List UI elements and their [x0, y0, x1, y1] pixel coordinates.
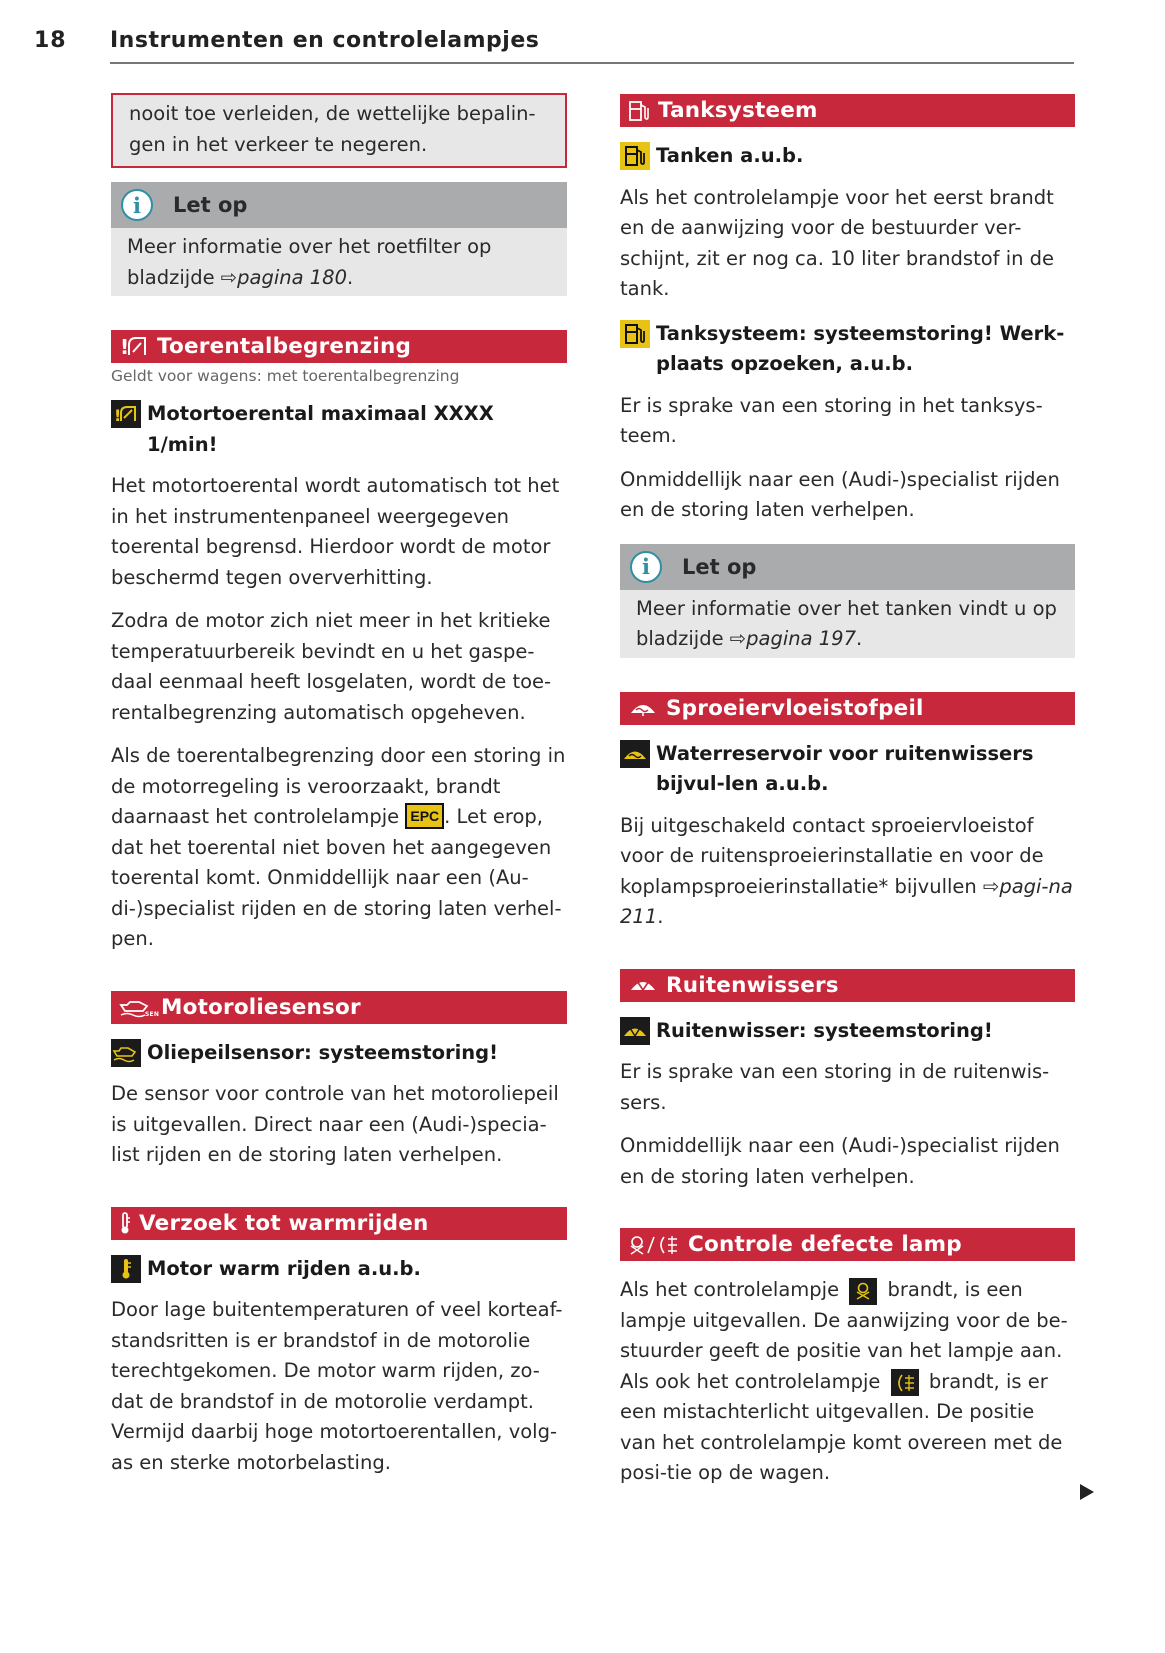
header-divider: [110, 62, 1074, 64]
thermometer-lamp-icon: [111, 1255, 141, 1283]
message-heading: Waterreservoir voor ruitenwissers bijvul-len a.u.b.: [620, 739, 1075, 800]
washer-fluid-icon: [628, 699, 658, 717]
section-heading-ruitenwissers: Ruitenwissers: [620, 969, 1075, 1002]
section-heading-tanksysteem: Tanksysteem: [620, 94, 1075, 127]
paragraph: Onmiddellijk naar een (Audi-)specialist rijden en de storing laten verhelpen.: [620, 467, 1060, 521]
epc-lamp-icon: EPC: [405, 803, 444, 829]
paragraph: Als de toerentalbegrenzing door een storing in de motorregeling is veroorzaakt, brandt daarnaast het controlelampje EPC . Let erop, dat het toerental niet boven het aangegeven toerental komt. Onmiddellijk naar een (Au-di-)specialist rijden en de storing laten verhel-pen.: [111, 744, 566, 950]
paragraph: Onmiddellijk naar een (Audi-)specialist rijden en de storing laten verhelpen.: [620, 1134, 1060, 1188]
warning-box: nooit toe verleiden, de wettelijke bepalin-gen in het verkeer te negeren.: [111, 93, 567, 168]
oil-sensor-lamp-icon: [111, 1039, 141, 1067]
washer-fluid-lamp-icon: [620, 740, 650, 768]
arrow-icon: ⇨: [729, 627, 747, 650]
bulb-and-fog-light-icon: [628, 1233, 680, 1257]
message-heading: Oliepeilsensor: systeemstoring!: [111, 1038, 567, 1069]
note-title: Let op: [173, 193, 248, 217]
note-tanken: [620, 544, 1075, 658]
oil-sensor-icon: [119, 997, 160, 1018]
section-heading-defecte-lamp: Controle defecte lamp: [620, 1228, 1075, 1261]
paragraph: Door lage buitentemperaturen of veel korteaf-standsritten is er brandstof in de motorolie terechtgekomen. De motor warm rijden, zo-dat de brandstof in de motorolie verdampt. Vermijd daarbij hoge motortoerentallen, volg-as en sterke motorbelasting.: [111, 1298, 563, 1474]
arrow-icon: ⇨: [220, 265, 238, 289]
paragraph: Als het controlelampje brandt, is een lampje uitgevallen. De aanwijzing voor de be-stuurder geeft de positie van het lampje aan. Als ook het controlelampje brandt, is er een mistachterlicht uitgevallen. De positie van het controlelampje komt overeen met de posi-tie op de wagen.: [620, 1278, 1068, 1484]
page-link[interactable]: pagi-na 211: [620, 874, 1073, 928]
note-text: Meer informatie over het roetfilter op bladzijde ⇨pagina 180.: [111, 228, 567, 296]
section-heading-toerentalbegrenzing: ! Toerentalbegrenzing: [111, 330, 567, 363]
right-column: [620, 94, 1075, 1502]
message-heading: ! Motortoerental maximaal XXXX 1/min!: [111, 399, 567, 460]
svg-text:SEN: SEN: [145, 1011, 160, 1018]
note-text: Meer informatie over het tanken vindt u op bladzijde ⇨pagina 197.: [620, 590, 1075, 658]
info-icon: i: [121, 189, 153, 221]
paragraph: Zodra de motor zich niet meer in het kritieke temperatuurbereik bevindt en u het gaspe-daal eenmaal heeft losgelaten, wordt de toe-rentalbegrenzing automatisch opgeheven.: [111, 609, 552, 724]
left-column: [111, 93, 567, 1491]
paragraph: Er is sprake van een storing in het tanksys-teem.: [620, 393, 1043, 447]
page-link[interactable]: pagina 197: [746, 627, 856, 650]
arrow-icon: ⇨: [982, 874, 1000, 898]
paragraph: Er is sprake van een storing in de ruitenwis-sers.: [620, 1060, 1050, 1114]
note-header: [111, 182, 567, 228]
section-applicability: Geldt voor wagens: met toerentalbegrenzing: [111, 367, 460, 385]
rpm-limit-icon: [119, 335, 149, 359]
paragraph: Als het controlelampje voor het eerst brandt en de aanwijzing voor de bestuurder ver-schijnt, zit er nog ca. 10 liter brandstof in de tank.: [620, 185, 1055, 300]
note-title: Let op: [682, 554, 757, 579]
svg-text:!: !: [120, 334, 130, 359]
note-roetfilter: [111, 182, 567, 296]
message-heading: Ruitenwisser: systeemstoring!: [620, 1016, 1075, 1047]
page-link[interactable]: pagina 180: [237, 265, 347, 289]
message-heading: Motor warm rijden a.u.b.: [111, 1254, 567, 1285]
section-heading-motoroliesensor: SEN Motoroliesensor: [111, 991, 567, 1024]
page-title: Instrumenten en controlelampjes: [110, 28, 540, 53]
rpm-limit-lamp-icon: [111, 400, 141, 428]
bulb-lamp-icon: [849, 1278, 877, 1305]
page-number: 18: [34, 28, 67, 53]
paragraph: Het motortoerental wordt automatisch tot het in het instrumentenpaneel weergegeven toerental begrensd. Hierdoor wordt de motor beschermd tegen oververhitting.: [111, 474, 560, 589]
svg-text:!: !: [114, 406, 122, 425]
thermometer-icon: [119, 1211, 131, 1235]
paragraph: De sensor voor controle van het motoroliepeil is uitgevallen. Direct naar een (Audi-)specia-list rijden en de storing laten verhelpen.: [111, 1082, 559, 1166]
fuel-lamp-icon: [620, 320, 650, 348]
wiper-lamp-icon: [620, 1017, 650, 1045]
wiper-icon: [628, 976, 658, 994]
fuel-pump-icon: [628, 99, 650, 123]
message-heading: Tanksysteem: systeemstoring! Werk-plaats opzoeken, a.u.b.: [620, 319, 1075, 380]
paragraph: Bij uitgeschakeld contact sproeiervloeistof voor de ruitensproeierinstallatie en voor de koplampsproeierinstallatie* bijvullen ⇨pagi-na 211.: [620, 813, 1073, 928]
next-page-arrow-icon[interactable]: [1080, 1484, 1094, 1500]
section-heading-warmrijden: Verzoek tot warmrijden: [111, 1207, 567, 1240]
note-header: [620, 544, 1075, 590]
fuel-lamp-icon: [620, 142, 650, 170]
section-heading-sproeiervloeistofpeil: Sproeiervloeistofpeil: [620, 692, 1075, 725]
info-icon: i: [630, 551, 662, 583]
message-heading: Tanken a.u.b.: [620, 141, 1075, 172]
fog-light-lamp-icon: [891, 1369, 919, 1396]
